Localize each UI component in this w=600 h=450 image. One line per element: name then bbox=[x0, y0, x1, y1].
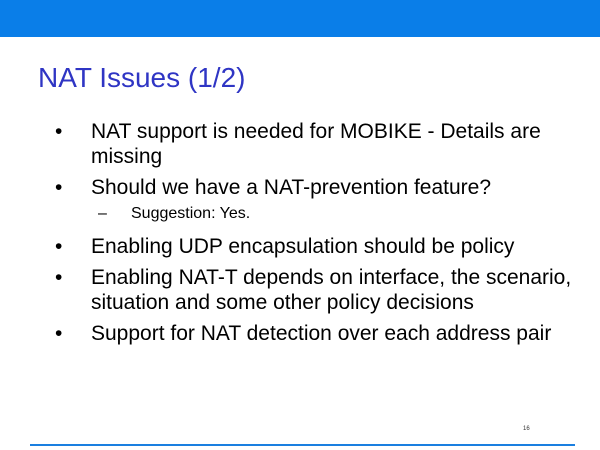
bullet-text: Enabling UDP encapsulation should be policy bbox=[91, 235, 515, 258]
bullet-item bbox=[55, 234, 575, 259]
sub-bullet-marker: – bbox=[98, 205, 107, 222]
bullet-marker: • bbox=[55, 266, 63, 289]
top-banner-bar bbox=[0, 0, 600, 37]
sub-bullet-text: Suggestion: Yes. bbox=[131, 205, 251, 222]
bullet-marker: • bbox=[55, 176, 63, 199]
page-number: 16 bbox=[523, 426, 530, 432]
bullet-text: Should we have a NAT-prevention feature? bbox=[91, 176, 492, 199]
bullet-item bbox=[55, 321, 575, 346]
bullet-text: Enabling NAT-T depends on interface, the scenario, situation and some other policy decisions bbox=[91, 266, 572, 314]
bullet-marker: • bbox=[55, 235, 63, 258]
bottom-divider bbox=[30, 444, 575, 446]
bullet-item bbox=[55, 175, 575, 200]
slide-title: NAT Issues (1/2) bbox=[38, 62, 246, 93]
bullet-text: NAT support is needed for MOBIKE - Details are missing bbox=[91, 120, 541, 168]
bullet-marker: • bbox=[55, 322, 63, 345]
bullet-text: Support for NAT detection over each address pair bbox=[91, 322, 552, 345]
sub-bullet-item bbox=[55, 204, 575, 224]
bullet-list bbox=[55, 119, 575, 352]
bullet-item bbox=[55, 265, 575, 315]
bullet-item bbox=[55, 119, 575, 169]
bullet-marker: • bbox=[55, 120, 63, 143]
